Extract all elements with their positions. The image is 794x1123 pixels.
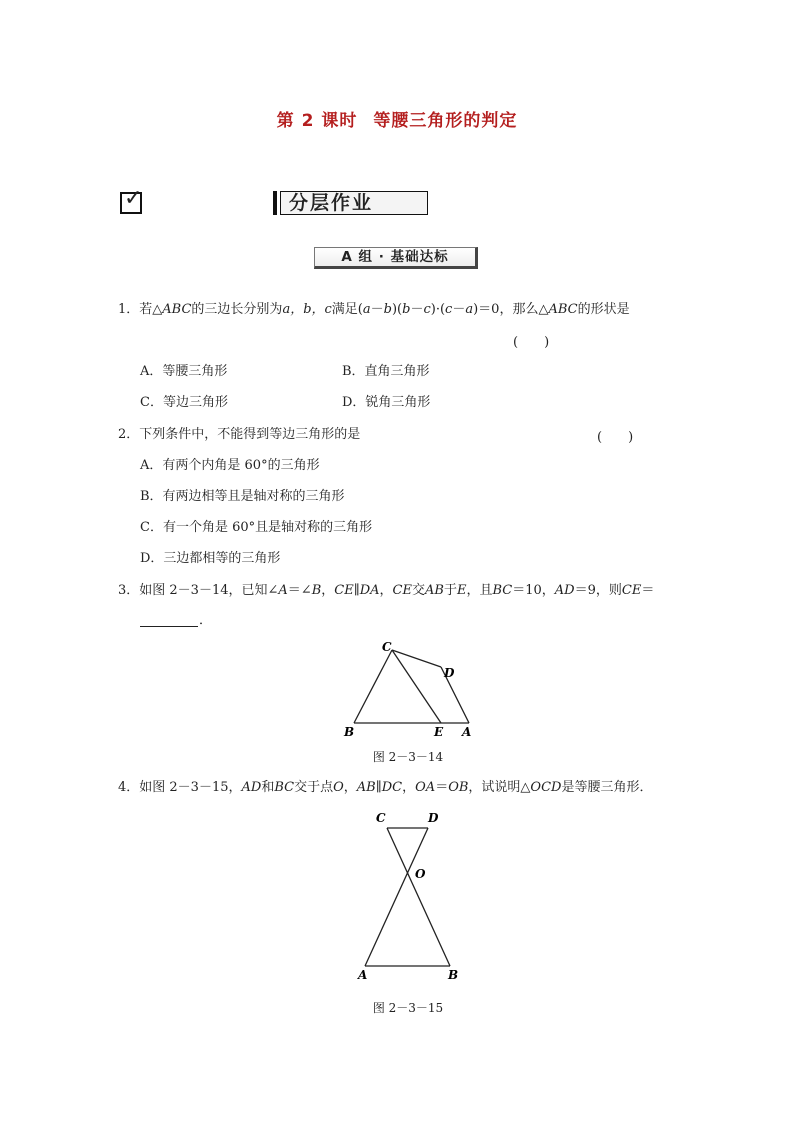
q1-option-a: A．等腰三角形: [140, 364, 228, 379]
segment-cb: [354, 650, 392, 723]
q1-option-d: D．锐角三角形: [342, 395, 431, 410]
lesson-number: 第 2 课时: [276, 111, 358, 131]
label-c: C: [376, 811, 386, 825]
checkbox-icon: ✓: [120, 192, 142, 214]
figure-caption-2-3-14: 图 2－3－14: [372, 750, 444, 764]
answer-blank-3: [140, 610, 198, 627]
question-3: 3．如图 2－3－14，已知∠A＝∠B，CE∥DA，CE交AB于E，且BC＝10，AD＝9，则CE＝: [118, 583, 655, 598]
lesson-topic: 等腰三角形的判定: [373, 111, 518, 131]
segment-cd: [392, 650, 441, 667]
question-1: 1．若△ABC的三边长分别为a，b，c满足(a－b)(b－c)·(c－a)＝0，那么△ABC的形状是: [118, 302, 630, 317]
q2-option-c: C．有一个角是 60°且是轴对称的三角形: [140, 520, 373, 535]
section-header: [120, 186, 374, 219]
label-o: O: [415, 867, 426, 881]
q2-option-b: B．有两边相等且是轴对称的三角形: [140, 489, 345, 504]
answer-paren-1: ( ): [513, 335, 550, 350]
section-label: 分层作业: [280, 191, 428, 215]
segment-ce: [392, 650, 441, 723]
label-a: A: [358, 968, 368, 982]
label-d: D: [444, 666, 455, 680]
figure-caption-2-3-15: 图 2－3－15: [372, 1001, 444, 1015]
figure-2-3-14: [330, 635, 490, 745]
label-b: B: [448, 968, 459, 982]
section-divider: [273, 191, 277, 215]
blank-period-3: ．: [199, 613, 213, 628]
page-title: [0, 106, 794, 131]
label-e: E: [434, 725, 444, 739]
question-2: 2．下列条件中，不能得到等边三角形的是: [118, 427, 361, 442]
q2-option-d: D．三边都相等的三角形: [140, 551, 281, 566]
label-a: A: [462, 725, 472, 739]
answer-paren-2: ( ): [597, 430, 634, 445]
label-d: D: [428, 811, 439, 825]
question-4: 4．如图 2－3－15，AD和BC交于点O，AB∥DC，OA＝OB，试说明△OCD是等腰三角形．: [118, 780, 653, 795]
q1-option-c: C．等边三角形: [140, 395, 228, 410]
label-c: C: [382, 640, 392, 654]
figure-2-3-15: [340, 806, 480, 986]
group-tag: A 组 · 基础达标: [314, 247, 478, 269]
q1-option-b: B．直角三角形: [342, 364, 430, 379]
q2-option-a: A．有两个内角是 60°的三角形: [140, 458, 320, 473]
label-b: B: [344, 725, 355, 739]
